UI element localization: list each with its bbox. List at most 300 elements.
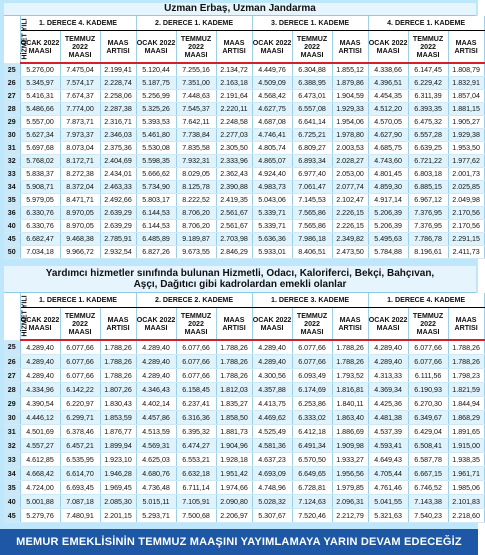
salary-cell: 2.346,03 xyxy=(100,129,136,142)
service-year-cell: 30 xyxy=(4,411,20,425)
service-year-cell: 25 xyxy=(4,63,20,77)
salary-cell: 5.307,67 xyxy=(252,509,292,523)
salary-cell: 1.840,11 xyxy=(332,397,368,411)
salary-cell: 1.868,29 xyxy=(448,411,484,425)
salary-cell: 4.338,66 xyxy=(368,63,408,77)
column-header: TEMMUZ 2022 MAASI xyxy=(60,31,100,64)
group-header-row xyxy=(4,16,484,31)
salary-cell: 6.893,34 xyxy=(292,155,332,168)
salary-cell: 7.480,91 xyxy=(60,509,100,523)
salary-cell: 1.974,66 xyxy=(216,481,252,495)
salary-cell: 6.535,95 xyxy=(60,453,100,467)
salary-cell: 1.835,27 xyxy=(216,397,252,411)
salary-cell: 2.258,06 xyxy=(100,90,136,103)
salary-cell: 4.509,09 xyxy=(252,77,292,90)
salary-cell: 1.951,42 xyxy=(216,467,252,481)
salary-cell: 2.206,97 xyxy=(216,509,252,523)
table-row xyxy=(4,142,484,155)
salary-cell: 8.706,20 xyxy=(176,207,216,220)
salary-cell: 2.463,33 xyxy=(100,181,136,194)
salary-cell: 6.111,56 xyxy=(408,369,448,383)
table-row xyxy=(4,116,484,129)
salary-cell: 2.170,56 xyxy=(448,220,484,233)
salary-cell: 2.932,54 xyxy=(100,246,136,259)
salary-cell: 6.474,27 xyxy=(176,439,216,453)
salary-cell: 1.788,26 xyxy=(100,340,136,355)
block-title-line: Yardımcı hizmetler sınıfında bulunan Hizmetli, Odacı, Kaloriferci, Bekçi, Bahçıvan, xyxy=(45,268,435,279)
salary-cell: 2.434,01 xyxy=(100,168,136,181)
salary-cell: 6.693,45 xyxy=(60,481,100,495)
column-header: OCAK 2022 MAASI xyxy=(252,31,292,64)
salary-cell: 1.788,26 xyxy=(216,355,252,369)
service-year-cell: 35 xyxy=(4,194,20,207)
column-header: MAAS ARTISI xyxy=(448,308,484,341)
salary-cell: 4.289,40 xyxy=(136,369,176,383)
salary-cell: 7.448,63 xyxy=(176,90,216,103)
salary-cell: 5.697,68 xyxy=(20,142,60,155)
salary-cell: 5.979,05 xyxy=(20,194,60,207)
salary-cell: 1.808,79 xyxy=(448,63,484,77)
salary-cell: 8.970,05 xyxy=(60,207,100,220)
service-year-cell: 40 xyxy=(4,495,20,509)
salary-cell: 4.289,40 xyxy=(136,340,176,355)
salary-cell: 6.144,53 xyxy=(136,220,176,233)
salary-cell: 6.144,53 xyxy=(136,207,176,220)
hizmet-yili-label: HİZMET YILI xyxy=(20,18,29,60)
block-title-line: Aşçı, Dağıtıcı gibi kadrolardan emekli olanlar xyxy=(133,279,347,290)
service-year-cell: 50 xyxy=(4,246,20,259)
salary-cell: 6.311,39 xyxy=(408,90,448,103)
block-title xyxy=(4,3,476,16)
salary-cell: 1.832,91 xyxy=(448,77,484,90)
salary-cell: 1.938,35 xyxy=(448,453,484,467)
salary-cell: 4.402,14 xyxy=(136,397,176,411)
column-header: OCAK 2022 MAASI xyxy=(136,308,176,341)
salary-cell: 7.105,91 xyxy=(176,495,216,509)
column-header: TEMMUZ 2022 MAASI xyxy=(408,31,448,64)
salary-cell: 4.513,59 xyxy=(136,425,176,439)
salary-cell: 2.248,58 xyxy=(216,116,252,129)
salary-cell: 4.568,42 xyxy=(252,90,292,103)
salary-cell: 6.570,50 xyxy=(292,453,332,467)
salary-cell: 6.333,02 xyxy=(292,411,332,425)
table-row xyxy=(4,129,484,142)
salary-cell: 5.768,02 xyxy=(20,155,60,168)
salary-cell: 4.289,40 xyxy=(368,355,408,369)
salary-cell: 4.289,40 xyxy=(252,355,292,369)
salary-cell: 5.339,71 xyxy=(252,207,292,220)
salary-cell: 2.170,56 xyxy=(448,207,484,220)
salary-cell: 6.977,40 xyxy=(292,168,332,181)
salary-cell: 4.446,12 xyxy=(20,411,60,425)
hizmet-yili-header xyxy=(4,293,29,340)
salary-cell: 4.581,36 xyxy=(252,439,292,453)
salary-cell: 5.461,80 xyxy=(136,129,176,142)
salary-cell: 1.816,81 xyxy=(332,383,368,397)
salary-cell: 6.473,01 xyxy=(292,90,332,103)
salary-cell: 8.222,52 xyxy=(176,194,216,207)
salary-cell: 6.967,12 xyxy=(408,194,448,207)
salary-cell: 2.305,50 xyxy=(216,142,252,155)
salary-cell: 6.077,66 xyxy=(60,355,100,369)
salary-cell: 4.736,48 xyxy=(136,481,176,495)
grade-group-header: 1. DERECE 1. KADEME xyxy=(20,293,136,308)
salary-cell: 6.220,97 xyxy=(60,397,100,411)
salary-cell: 2.077,74 xyxy=(332,181,368,194)
salary-cell: 1.788,26 xyxy=(100,355,136,369)
salary-cell: 7.124,63 xyxy=(292,495,332,509)
salary-cell: 4.334,96 xyxy=(20,383,60,397)
grade-group-header: 2. DERECE 1. KADEME xyxy=(136,16,252,31)
salary-cell: 2.287,38 xyxy=(100,103,136,116)
salary-cell: 4.612,85 xyxy=(20,453,60,467)
salary-cell: 8.073,04 xyxy=(60,142,100,155)
table-row xyxy=(4,397,484,411)
salary-cell: 4.625,03 xyxy=(136,453,176,467)
salary-cell: 1.929,38 xyxy=(448,129,484,142)
salary-cell: 5.530,08 xyxy=(136,142,176,155)
salary-cell: 6.330,76 xyxy=(20,207,60,220)
salary-cell: 7.376,95 xyxy=(408,207,448,220)
salary-cell: 5.627,34 xyxy=(20,129,60,142)
salary-cell: 5.041,55 xyxy=(368,495,408,509)
salary-cell: 2.473,50 xyxy=(332,246,368,259)
salary-cell: 4.289,40 xyxy=(252,340,292,355)
grade-group-header: 3. DERECE 1. KADEME xyxy=(252,16,368,31)
salary-cell: 2.212,79 xyxy=(332,509,368,523)
salary-cell: 7.034,18 xyxy=(20,246,60,259)
salary-cell: 1.853,59 xyxy=(100,411,136,425)
salary-cell: 7.087,18 xyxy=(60,495,100,509)
salary-cell: 4.627,75 xyxy=(252,103,292,116)
salary-cell: 1.788,26 xyxy=(332,355,368,369)
table-row xyxy=(4,509,484,523)
grade-group-header: 2. DERECE 2. KADEME xyxy=(136,293,252,308)
salary-cell: 2.218,60 xyxy=(448,509,484,523)
salary-cell: 4.369,34 xyxy=(368,383,408,397)
salary-cell: 1.954,06 xyxy=(332,116,368,129)
salary-cell: 6.557,28 xyxy=(408,129,448,142)
grade-group-header: 4. DERECE 1. KADEME xyxy=(368,16,484,31)
salary-cell: 4.983,73 xyxy=(252,181,292,194)
salary-cell: 4.396,51 xyxy=(368,77,408,90)
salary-cell: 5.838,37 xyxy=(20,168,60,181)
salary-cell: 6.077,66 xyxy=(176,369,216,383)
salary-cell: 5.028,32 xyxy=(252,495,292,509)
salary-cell: 4.390,54 xyxy=(20,397,60,411)
salary-cell: 2.096,31 xyxy=(332,495,368,509)
column-header-row xyxy=(4,31,484,64)
salary-cell: 1.788,26 xyxy=(448,355,484,369)
salary-cell: 7.540,23 xyxy=(408,509,448,523)
salary-cell: 7.061,47 xyxy=(292,181,332,194)
salary-cell: 6.412,18 xyxy=(292,425,332,439)
salary-cell: 6.885,15 xyxy=(408,181,448,194)
salary-cell: 5.908,71 xyxy=(20,181,60,194)
service-year-cell: 35 xyxy=(4,481,20,495)
salary-cell: 6.667,15 xyxy=(408,467,448,481)
service-year-cell: 32 xyxy=(4,155,20,168)
salary-cell: 5.321,63 xyxy=(368,509,408,523)
salary-cell: 7.520,46 xyxy=(292,509,332,523)
salary-cell: 1.788,26 xyxy=(332,340,368,355)
table-row xyxy=(4,495,484,509)
salary-cell: 8.706,20 xyxy=(176,220,216,233)
salary-cell: 6.827,26 xyxy=(136,246,176,259)
service-year-cell: 31 xyxy=(4,142,20,155)
grade-group-header: 1. DERECE 3. KADEME xyxy=(252,293,368,308)
salary-cell: 5.187,75 xyxy=(136,77,176,90)
column-header: MAAS ARTISI xyxy=(332,31,368,64)
salary-cell: 2.199,41 xyxy=(100,63,136,77)
salary-cell: 8.970,05 xyxy=(60,220,100,233)
salary-cell: 7.973,37 xyxy=(60,129,100,142)
salary-cell: 2.028,27 xyxy=(332,155,368,168)
salary-cell: 7.475,04 xyxy=(60,63,100,77)
salary-cell: 6.614,70 xyxy=(60,467,100,481)
salary-cell: 7.642,11 xyxy=(176,116,216,129)
salary-cell: 6.508,41 xyxy=(408,439,448,453)
salary-cell: 5.784,88 xyxy=(368,246,408,259)
salary-table-yardimci-hizmetler xyxy=(4,293,485,523)
salary-cell: 2.291,15 xyxy=(448,233,484,246)
salary-cell: 4.724,00 xyxy=(20,481,60,495)
service-year-cell: 30 xyxy=(4,129,20,142)
block-yardimci-hizmetler xyxy=(4,266,480,523)
salary-cell: 1.969,45 xyxy=(100,481,136,495)
salary-cell: 5.416,31 xyxy=(20,90,60,103)
salary-cell: 6.174,69 xyxy=(292,383,332,397)
salary-cell: 5.276,00 xyxy=(20,63,60,77)
salary-cell: 1.830,43 xyxy=(100,397,136,411)
salary-cell: 5.933,01 xyxy=(252,246,292,259)
salary-cell: 2.001,73 xyxy=(448,168,484,181)
salary-cell: 1.798,23 xyxy=(448,369,484,383)
salary-cell: 2.201,15 xyxy=(100,509,136,523)
salary-cell: 2.228,74 xyxy=(100,77,136,90)
column-header: OCAK 2022 MAASI xyxy=(368,308,408,341)
salary-cell: 1.956,56 xyxy=(332,467,368,481)
salary-cell: 6.077,66 xyxy=(408,355,448,369)
salary-cell: 1.929,33 xyxy=(332,103,368,116)
salary-cell: 1.821,59 xyxy=(448,383,484,397)
table-row xyxy=(4,194,484,207)
salary-cell: 4.449,76 xyxy=(252,63,292,77)
table-row xyxy=(4,340,484,355)
salary-cell: 4.425,36 xyxy=(368,397,408,411)
salary-cell: 2.090,80 xyxy=(216,495,252,509)
table-row xyxy=(4,246,484,259)
salary-cell: 2.411,73 xyxy=(448,246,484,259)
salary-cell: 5.486,66 xyxy=(20,103,60,116)
service-year-cell: 26 xyxy=(4,77,20,90)
salary-cell: 1.904,96 xyxy=(216,439,252,453)
salary-cell: 8.406,51 xyxy=(292,246,332,259)
salary-cell: 8.272,38 xyxy=(60,168,100,181)
service-year-cell: 27 xyxy=(4,90,20,103)
service-year-cell: 33 xyxy=(4,168,20,181)
salary-cell: 5.206,39 xyxy=(368,220,408,233)
salary-cell: 2.362,43 xyxy=(216,168,252,181)
salary-cell: 6.190,93 xyxy=(408,383,448,397)
salary-cell: 7.500,68 xyxy=(176,509,216,523)
salary-cell: 7.565,86 xyxy=(292,220,332,233)
salary-cell: 4.627,90 xyxy=(368,129,408,142)
salary-cell: 4.680,76 xyxy=(136,467,176,481)
salary-cell: 6.229,42 xyxy=(408,77,448,90)
table-row xyxy=(4,481,484,495)
salary-cell: 6.077,66 xyxy=(176,355,216,369)
salary-cell: 6.557,08 xyxy=(292,103,332,116)
salary-cell: 1.905,27 xyxy=(448,116,484,129)
column-header-row xyxy=(4,308,484,341)
salary-cell: 1.855,12 xyxy=(332,63,368,77)
table-row xyxy=(4,453,484,467)
salary-cell: 6.553,21 xyxy=(176,453,216,467)
salary-cell: 8.372,04 xyxy=(60,181,100,194)
salary-cell: 1.909,98 xyxy=(332,439,368,453)
salary-cell: 8.125,78 xyxy=(176,181,216,194)
table-row xyxy=(4,63,484,77)
grade-group-header: 1. DERECE 4. KADEME xyxy=(368,293,484,308)
salary-cell: 1.788,26 xyxy=(216,369,252,383)
column-header: TEMMUZ 2022 MAASI xyxy=(292,308,332,341)
salary-cell: 7.738,84 xyxy=(176,129,216,142)
service-year-cell: 32 xyxy=(4,439,20,453)
salary-cell: 2.561,67 xyxy=(216,207,252,220)
salary-cell: 1.933,27 xyxy=(332,453,368,467)
salary-cell: 4.637,23 xyxy=(252,453,292,467)
salary-cell: 4.481,38 xyxy=(368,411,408,425)
salary-cell: 4.668,42 xyxy=(20,467,60,481)
salary-cell: 6.270,30 xyxy=(408,397,448,411)
salary-cell: 2.703,98 xyxy=(216,233,252,246)
table-row xyxy=(4,355,484,369)
table-row xyxy=(4,168,484,181)
table-row xyxy=(4,233,484,246)
salary-cell: 6.803,18 xyxy=(408,168,448,181)
column-header: MAAS ARTISI xyxy=(448,31,484,64)
salary-cell: 1.788,26 xyxy=(100,369,136,383)
salary-cell: 9.189,87 xyxy=(176,233,216,246)
column-header: TEMMUZ 2022 MAASI xyxy=(176,31,216,64)
salary-cell: 4.570,05 xyxy=(368,116,408,129)
salary-cell: 5.734,90 xyxy=(136,181,176,194)
salary-cell: 1.812,03 xyxy=(216,383,252,397)
salary-cell: 4.917,14 xyxy=(368,194,408,207)
salary-cell: 7.835,58 xyxy=(176,142,216,155)
salary-cell: 4.289,40 xyxy=(136,355,176,369)
service-year-cell: 31 xyxy=(4,425,20,439)
salary-cell: 5.393,53 xyxy=(136,116,176,129)
salary-cell: 4.746,41 xyxy=(252,129,292,142)
salary-cell: 6.728,81 xyxy=(292,481,332,495)
salary-cell: 1.977,62 xyxy=(448,155,484,168)
salary-cell: 6.077,66 xyxy=(292,340,332,355)
salary-cell: 4.501,69 xyxy=(20,425,60,439)
salary-cell: 1.876,77 xyxy=(100,425,136,439)
salary-cell: 5.043,06 xyxy=(252,194,292,207)
salary-cell: 6.077,66 xyxy=(60,340,100,355)
salary-cell: 4.865,07 xyxy=(252,155,292,168)
salary-cell: 7.674,37 xyxy=(60,90,100,103)
salary-cell: 2.163,18 xyxy=(216,77,252,90)
column-header: MAAS ARTISI xyxy=(332,308,368,341)
salary-cell: 1.915,00 xyxy=(448,439,484,453)
salary-cell: 6.809,27 xyxy=(292,142,332,155)
salary-cell: 6.457,21 xyxy=(60,439,100,453)
salary-cell: 1.844,94 xyxy=(448,397,484,411)
group-header-row xyxy=(4,293,484,308)
salary-cell: 6.721,22 xyxy=(408,155,448,168)
salary-cell: 4.537,39 xyxy=(368,425,408,439)
salary-cell: 5.256,99 xyxy=(136,90,176,103)
service-year-cell: 25 xyxy=(4,340,20,355)
salary-cell: 2.226,15 xyxy=(332,220,368,233)
salary-cell: 7.786,78 xyxy=(408,233,448,246)
salary-cell: 6.393,35 xyxy=(408,103,448,116)
salary-cell: 2.025,85 xyxy=(448,181,484,194)
salary-cell: 1.881,73 xyxy=(216,425,252,439)
service-year-cell: 28 xyxy=(4,103,20,116)
service-year-cell: 33 xyxy=(4,453,20,467)
salary-cell: 4.357,88 xyxy=(252,383,292,397)
salary-cell: 8.172,71 xyxy=(60,155,100,168)
service-year-cell: 29 xyxy=(4,397,20,411)
salary-cell: 7.545,37 xyxy=(176,103,216,116)
salary-cell: 6.093,49 xyxy=(292,369,332,383)
salary-cell: 1.807,26 xyxy=(100,383,136,397)
salary-cell: 4.313,33 xyxy=(368,369,408,383)
salary-cell: 4.300,56 xyxy=(252,369,292,383)
salary-cell: 4.413,75 xyxy=(252,397,292,411)
salary-cell: 5.666,62 xyxy=(136,168,176,181)
salary-cell: 6.253,86 xyxy=(292,397,332,411)
salary-cell: 2.085,30 xyxy=(100,495,136,509)
column-header: OCAK 2022 MAASI xyxy=(252,308,292,341)
salary-cell: 6.649,65 xyxy=(292,467,332,481)
salary-cell: 2.492,66 xyxy=(100,194,136,207)
salary-cell: 1.928,18 xyxy=(216,453,252,467)
column-header: TEMMUZ 2022 MAASI xyxy=(408,308,448,341)
salary-cell: 6.158,45 xyxy=(176,383,216,397)
salary-cell: 2.846,29 xyxy=(216,246,252,259)
salary-cell: 6.711,14 xyxy=(176,481,216,495)
salary-cell: 5.001,88 xyxy=(20,495,60,509)
salary-cell: 5.015,11 xyxy=(136,495,176,509)
salary-cell: 7.565,86 xyxy=(292,207,332,220)
salary-cell: 4.593,41 xyxy=(368,439,408,453)
salary-cell: 6.641,14 xyxy=(292,116,332,129)
salary-cell: 1.953,50 xyxy=(448,142,484,155)
salary-cell: 4.454,35 xyxy=(368,90,408,103)
salary-cell: 4.801,45 xyxy=(368,168,408,181)
salary-cell: 7.986,18 xyxy=(292,233,332,246)
salary-table-uzman-erbas xyxy=(4,16,485,259)
salary-cell: 8.196,61 xyxy=(408,246,448,259)
table-row xyxy=(4,220,484,233)
block-uzman-erbas xyxy=(4,3,480,259)
salary-cell: 4.557,27 xyxy=(20,439,60,453)
salary-cell: 4.805,74 xyxy=(252,142,292,155)
table-row xyxy=(4,103,484,116)
footer-banner: MEMUR EMEKLİSİNİN TEMMUZ MAAŞINI YAYIMLAMAYA YARIN DEVAM EDECEĞİZ xyxy=(0,529,478,555)
salary-cell: 2.639,29 xyxy=(100,207,136,220)
salary-cell: 6.316,36 xyxy=(176,411,216,425)
salary-cell: 1.961,71 xyxy=(448,467,484,481)
service-year-cell: 45 xyxy=(4,233,20,246)
salary-cell: 1.793,52 xyxy=(332,369,368,383)
